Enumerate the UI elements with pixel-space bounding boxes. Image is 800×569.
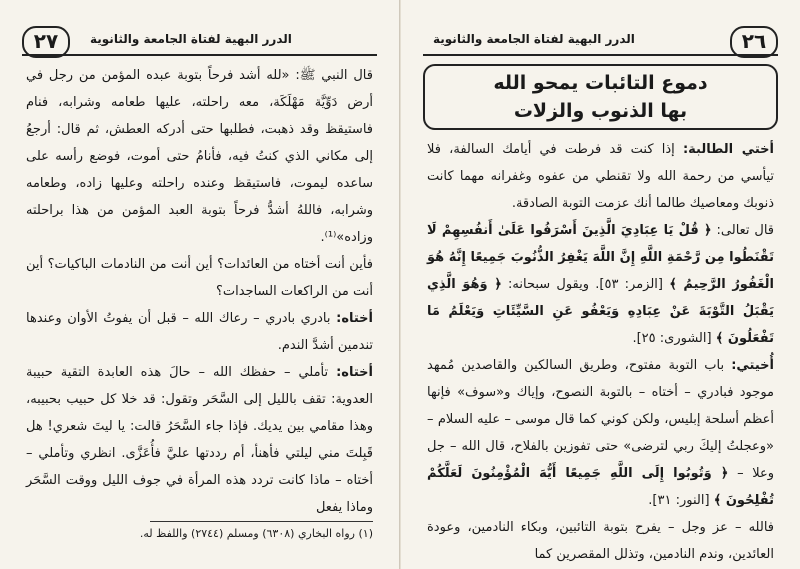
- quran-verse: ﴿ وَتُوبُوا إِلَى اللَّهِ جَمِيعًا أَيُّهَ الْمُؤْمِنُونَ لَعَلَّكُمْ تُفْلِحُونَ ﴾: [427, 466, 774, 508]
- chapter-title-line-1: دموع التائبات يمحو الله: [493, 72, 708, 94]
- address-paragraph: [427, 136, 774, 217]
- dialog-text: تأملي – حفظك الله – حالَ هذه العابدة التقية حبيبة العدوية: تقف بالليل إلى السَّحَر وتقول: قد خلا كل حبيب بحبيبه، وهذا مقامي بين يديك. فإذا جاء السَّحَرُ قالت: يا ليتَ شعري! هل قَبِلتَ مني ليلتي فأهنأ، أم رددتها عليَّ فأُعَزَّى. انظري وتأملي – أختاه – ماذا كانت تردد هذه المرأة في جوف الليل ووقت السَّحَر وماذا يفعل: [26, 365, 373, 515]
- verse-reference: [الشورى: ٢٥].: [632, 331, 712, 346]
- quran-verse: ﴿ قُلْ يَا عِبَادِيَ الَّذِينَ أَسْرَفُوا عَلَىٰ أَنفُسِهِمْ لَا تَقْنَطُوا مِن رَّحْمَةِ اللَّهِ إِنَّ اللَّهَ يَغْفِرُ الذُّنُوبَ جَمِيعًا إِنَّهُ هُوَ الْغَفُورُ الرَّحِيمُ ﴾: [427, 223, 774, 292]
- dialog-paragraph: [26, 305, 373, 359]
- page-body: [26, 62, 373, 521]
- question-paragraph: فأين أنت أختاه من العائدات؟ أين أنت من النادمات الباكيات؟ أين أنت من الراكعات الساجدات؟: [26, 257, 373, 299]
- dialog-paragraph: [26, 359, 373, 521]
- advice-label: أُخيتي:: [731, 358, 774, 373]
- dialog-label: أختاه:: [336, 311, 374, 326]
- header-rule: [423, 54, 778, 56]
- chapter-title-line-2: بها الذنوب والزلات: [513, 100, 688, 122]
- running-header-title: الدرر البهية لفتاة الجامعة والثانوية: [90, 32, 292, 46]
- advice-text: باب التوبة مفتوح، وطريق السالكين والقاصدين مُمهد موجود فبادري – أختاه – بالتوبة النصوح، وإياك و«سوف» فإنها أعظم أسلحة إبليس، ولكن كوني كما قال موسى – عليه السلام – «وعجلتُ إليكَ ربي لترضى» حتى تفوزين بالفلاح، قال الله – جل وعلا –: [427, 358, 774, 481]
- closing-paragraph: فالله – عز وجل – يفرح بتوبة التائبين، وبكاء النادمين، وعودة العائدين، وندم النادمين، وتذلل المقصرين كما: [427, 520, 774, 562]
- footnote: (١) رواه البخاري (٦٣٠٨) ومسلم (٢٧٤٤) واللفظ له.: [139, 527, 373, 540]
- footnote-rule: [150, 521, 373, 522]
- header-rule: [22, 54, 377, 56]
- verse-paragraph: [427, 217, 774, 352]
- quran-verse: ﴿ وَهُوَ الَّذِي يَقْبَلُ التَّوْبَةَ عَنْ عِبَادِهِ وَيَعْفُو عَنِ السَّيِّئَاتِ وَيَعْلَمُ مَا تَفْعَلُونَ ﴾: [427, 277, 774, 346]
- dialog-label: أختاه:: [336, 365, 373, 380]
- running-header: [22, 30, 377, 56]
- address-text: إذا كنت قد فرطت في أيامك السالفة، فلا تيأسي من رحمة الله ولا تقنطي من عفوه وغفرانه مهما كانت ذنوبك ومعاصيك طالما أنك عزمت التوبة الصادقة.: [427, 142, 774, 211]
- running-header-title: الدرر البهية لفتاة الجامعة والثانوية: [433, 32, 635, 46]
- chapter-title-box: [423, 64, 778, 130]
- verse-intro: قال تعالى:: [716, 223, 775, 238]
- page-number: ٢٧: [22, 26, 70, 58]
- verse-reference: [الزمر: ٥٣].: [595, 277, 663, 292]
- verse-reference: [النور: ٣١].: [648, 493, 710, 508]
- page-body: [427, 136, 774, 568]
- running-header: [423, 30, 778, 56]
- page-number: ٢٦: [730, 26, 778, 58]
- advice-paragraph: [427, 352, 774, 514]
- address-label: أختي الطالبة:: [682, 142, 774, 157]
- verse-intro: ويقول سبحانه:: [508, 277, 590, 292]
- hadith-paragraph: قال النبي ﷺ: «لله أشد فرحاً بتوبة عبده المؤمن من رجل في أرض دَوِّيَّة مَهْلَكَة، معه راحلته، عليها طعامه وشرابه، فنام فاستيقظ وقد ذهبت، فطلبها حتى أدركه العطش، ثم قال: أرجعُ إلى مكاني الذي كنتُ فيه، فأنامُ حتى أموت، فوضع رأسه على ساعده ليموت، فاستيقظ وعنده راحلته وعليها زاده، وطعامه وشرابه، فاللهُ أشدُّ فرحاً بتوبة العبد المؤمن من هذا براحلته وزاده»⁽¹⁾.: [26, 68, 373, 245]
- page-26: [400, 0, 800, 569]
- dialog-text: بادري بادري – رعاك الله – قبل أن يفوتُ الأوان وعندها تندمين أشدَّ الندم.: [26, 311, 373, 353]
